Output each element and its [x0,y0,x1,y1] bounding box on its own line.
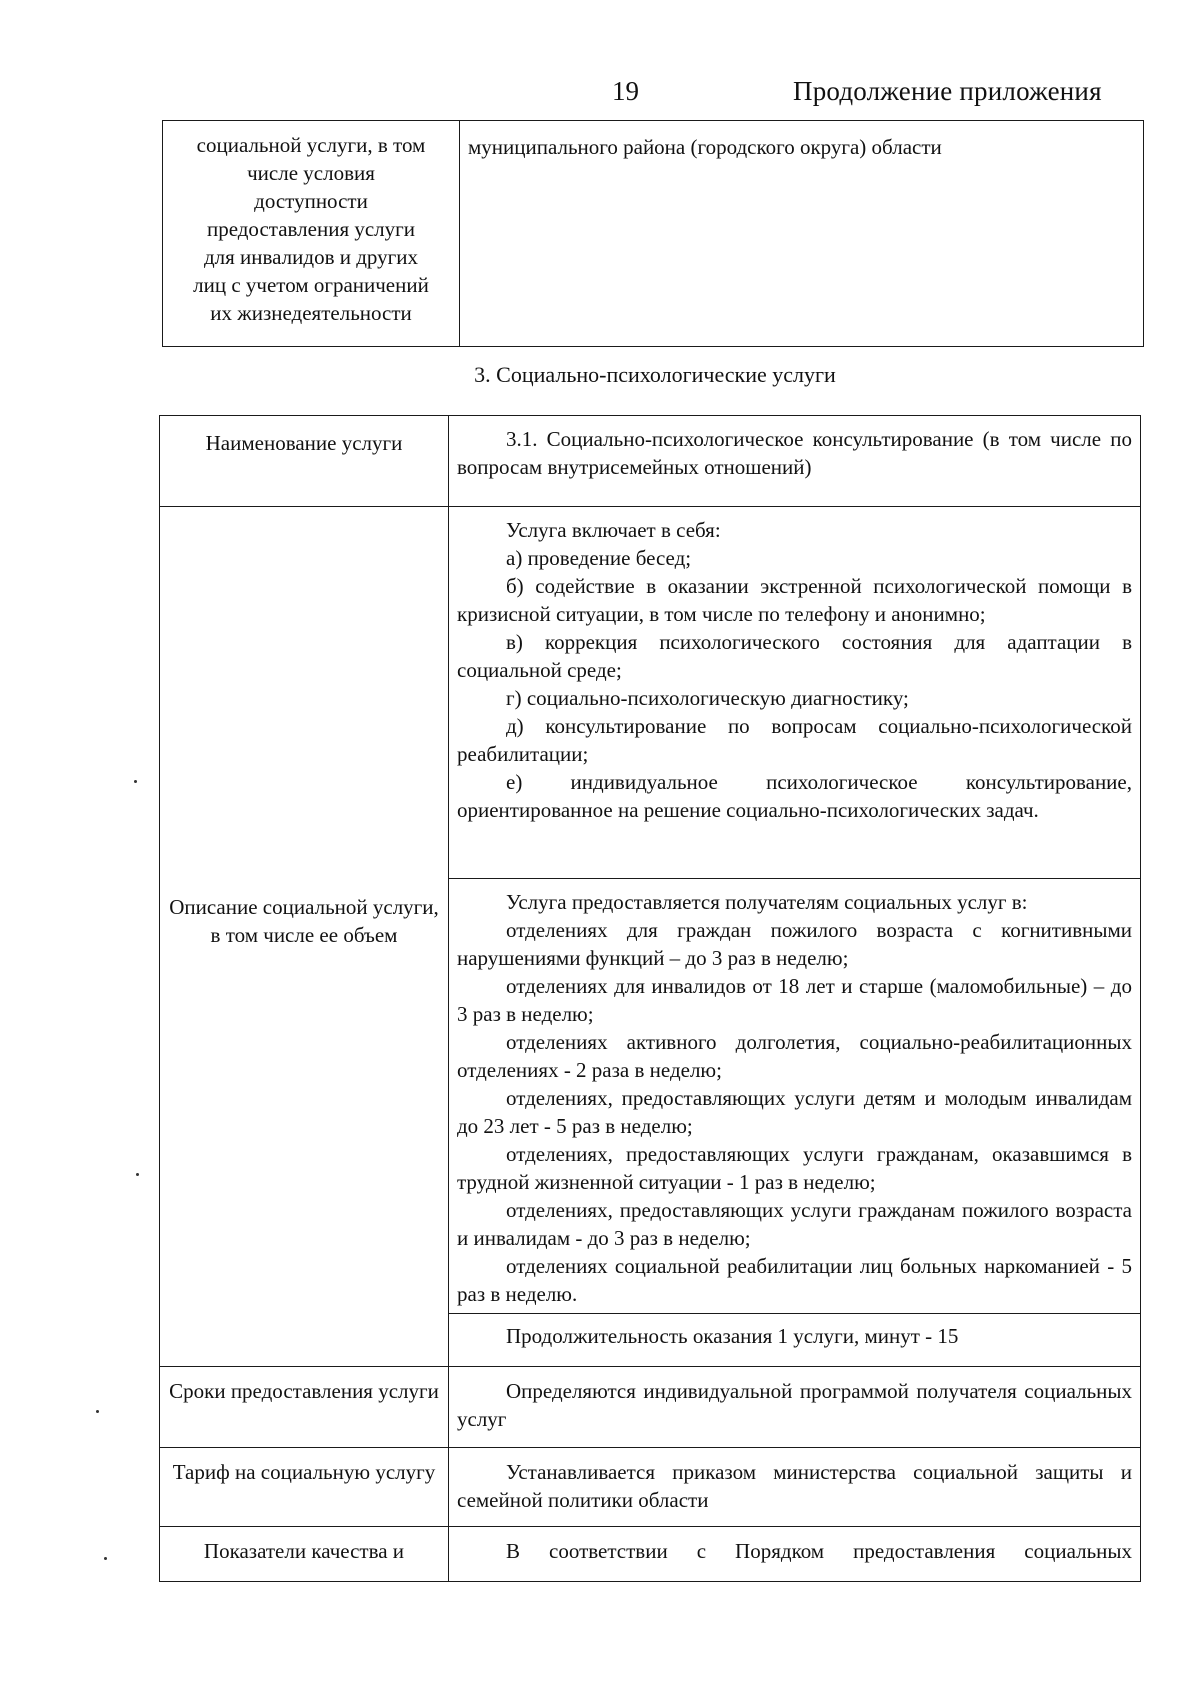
continuation-left-cell [163,121,460,347]
service-table [159,415,1141,1582]
list-item: отделениях активного долголетия, социально-реабилитационных отделениях - 2 раза в неделю; [457,1030,1132,1082]
continuation-left-line: социальной услуги, в том [196,133,426,157]
continuation-left-line: предоставления услуги [206,217,416,241]
continuation-left-line: для инвалидов и других [203,245,418,269]
continuation-left-lines [167,131,455,327]
scan-speck [104,1557,107,1560]
name-value-cell: 3.1. Социально-психологическое консультирование (в том числе по вопросам внутрисемейных отношений) [449,416,1141,507]
provided-intro: Услуга предоставляется получателям социальных услуг в: [506,890,1028,914]
table-row [160,1527,1141,1582]
table-row [160,416,1141,507]
provided-cell [449,879,1141,1314]
terms-label-cell: Сроки предоставления услуги [160,1367,449,1448]
continuation-left-line: лиц с учетом ограничений [193,273,429,297]
quality-label-cell: Показатели качества и [160,1527,449,1582]
includes-intro: Услуга включает в себя: [506,518,721,542]
continuation-left-line: доступности [254,189,368,213]
section-heading: 3. Социально-психологические услуги [474,362,836,387]
list-item: а) проведение бесед; [506,546,692,570]
includes-cell [449,507,1141,879]
scan-speck [96,1410,99,1413]
list-item: отделениях, предоставляющих услуги гражданам, оказавшимся в трудной жизненной ситуации - 1 раз в неделю; [457,1142,1132,1194]
terms-value-cell: Определяются индивидуальной программой получателя социальных услуг [449,1367,1141,1448]
running-head: Продолжение приложения [793,76,1102,106]
continuation-right-cell: муниципального района (городского округа) области [460,121,1144,347]
duration-cell: Продолжительность оказания 1 услуги, минут - 15 [449,1314,1141,1367]
list-item: отделениях для граждан пожилого возраста с когнитивными нарушениями функций – до 3 раз в неделю; [457,918,1132,970]
continuation-table [162,120,1144,347]
table-row [160,1367,1141,1448]
name-label-cell: Наименование услуги [160,416,449,507]
list-item: б) содействие в оказании экстренной психологической помощи в кризисной ситуации, в том числе по телефону и анонимно; [457,574,1132,626]
list-item: г) социально-психологическую диагностику; [506,686,909,710]
list-item: отделениях, предоставляющих услуги детям и молодым инвалидам до 23 лет - 5 раз в неделю; [457,1086,1132,1138]
includes-list [457,544,1132,824]
tariff-label-cell: Тариф на социальную услугу [160,1448,449,1527]
list-item: отделениях социальной реабилитации лиц больных наркоманией - 5 раз в неделю. [457,1254,1132,1306]
scan-speck [136,1173,139,1176]
scan-speck [134,780,137,783]
description-label-cell: Описание социальной услуги, в том числе ее объем [160,507,449,1367]
table-row [160,507,1141,879]
table-row [163,121,1144,347]
continuation-left-line: числе условия [247,161,375,185]
list-item: е) индивидуальное психологическое консультирование, ориентированное на решение социально-психологических задач. [457,770,1132,822]
list-item: в) коррекция психологического состояния для адаптации в социальной среде; [457,630,1132,682]
page-number: 19 [612,76,639,106]
tariff-value-cell: Устанавливается приказом министерства социальной защиты и семейной политики области [449,1448,1141,1527]
quality-value-cell: В соответствии с Порядком предоставления социальных [449,1527,1141,1582]
continuation-left-line: их жизнедеятельности [210,301,412,325]
list-item: отделениях для инвалидов от 18 лет и старше (маломобильные) – до 3 раз в неделю; [457,974,1132,1026]
table-row [160,1448,1141,1527]
provided-list [457,916,1132,1308]
list-item: отделениях, предоставляющих услуги гражданам пожилого возраста и инвалидам - до 3 раз в неделю; [457,1198,1132,1250]
list-item: д) консультирование по вопросам социально-психологической реабилитации; [457,714,1132,766]
